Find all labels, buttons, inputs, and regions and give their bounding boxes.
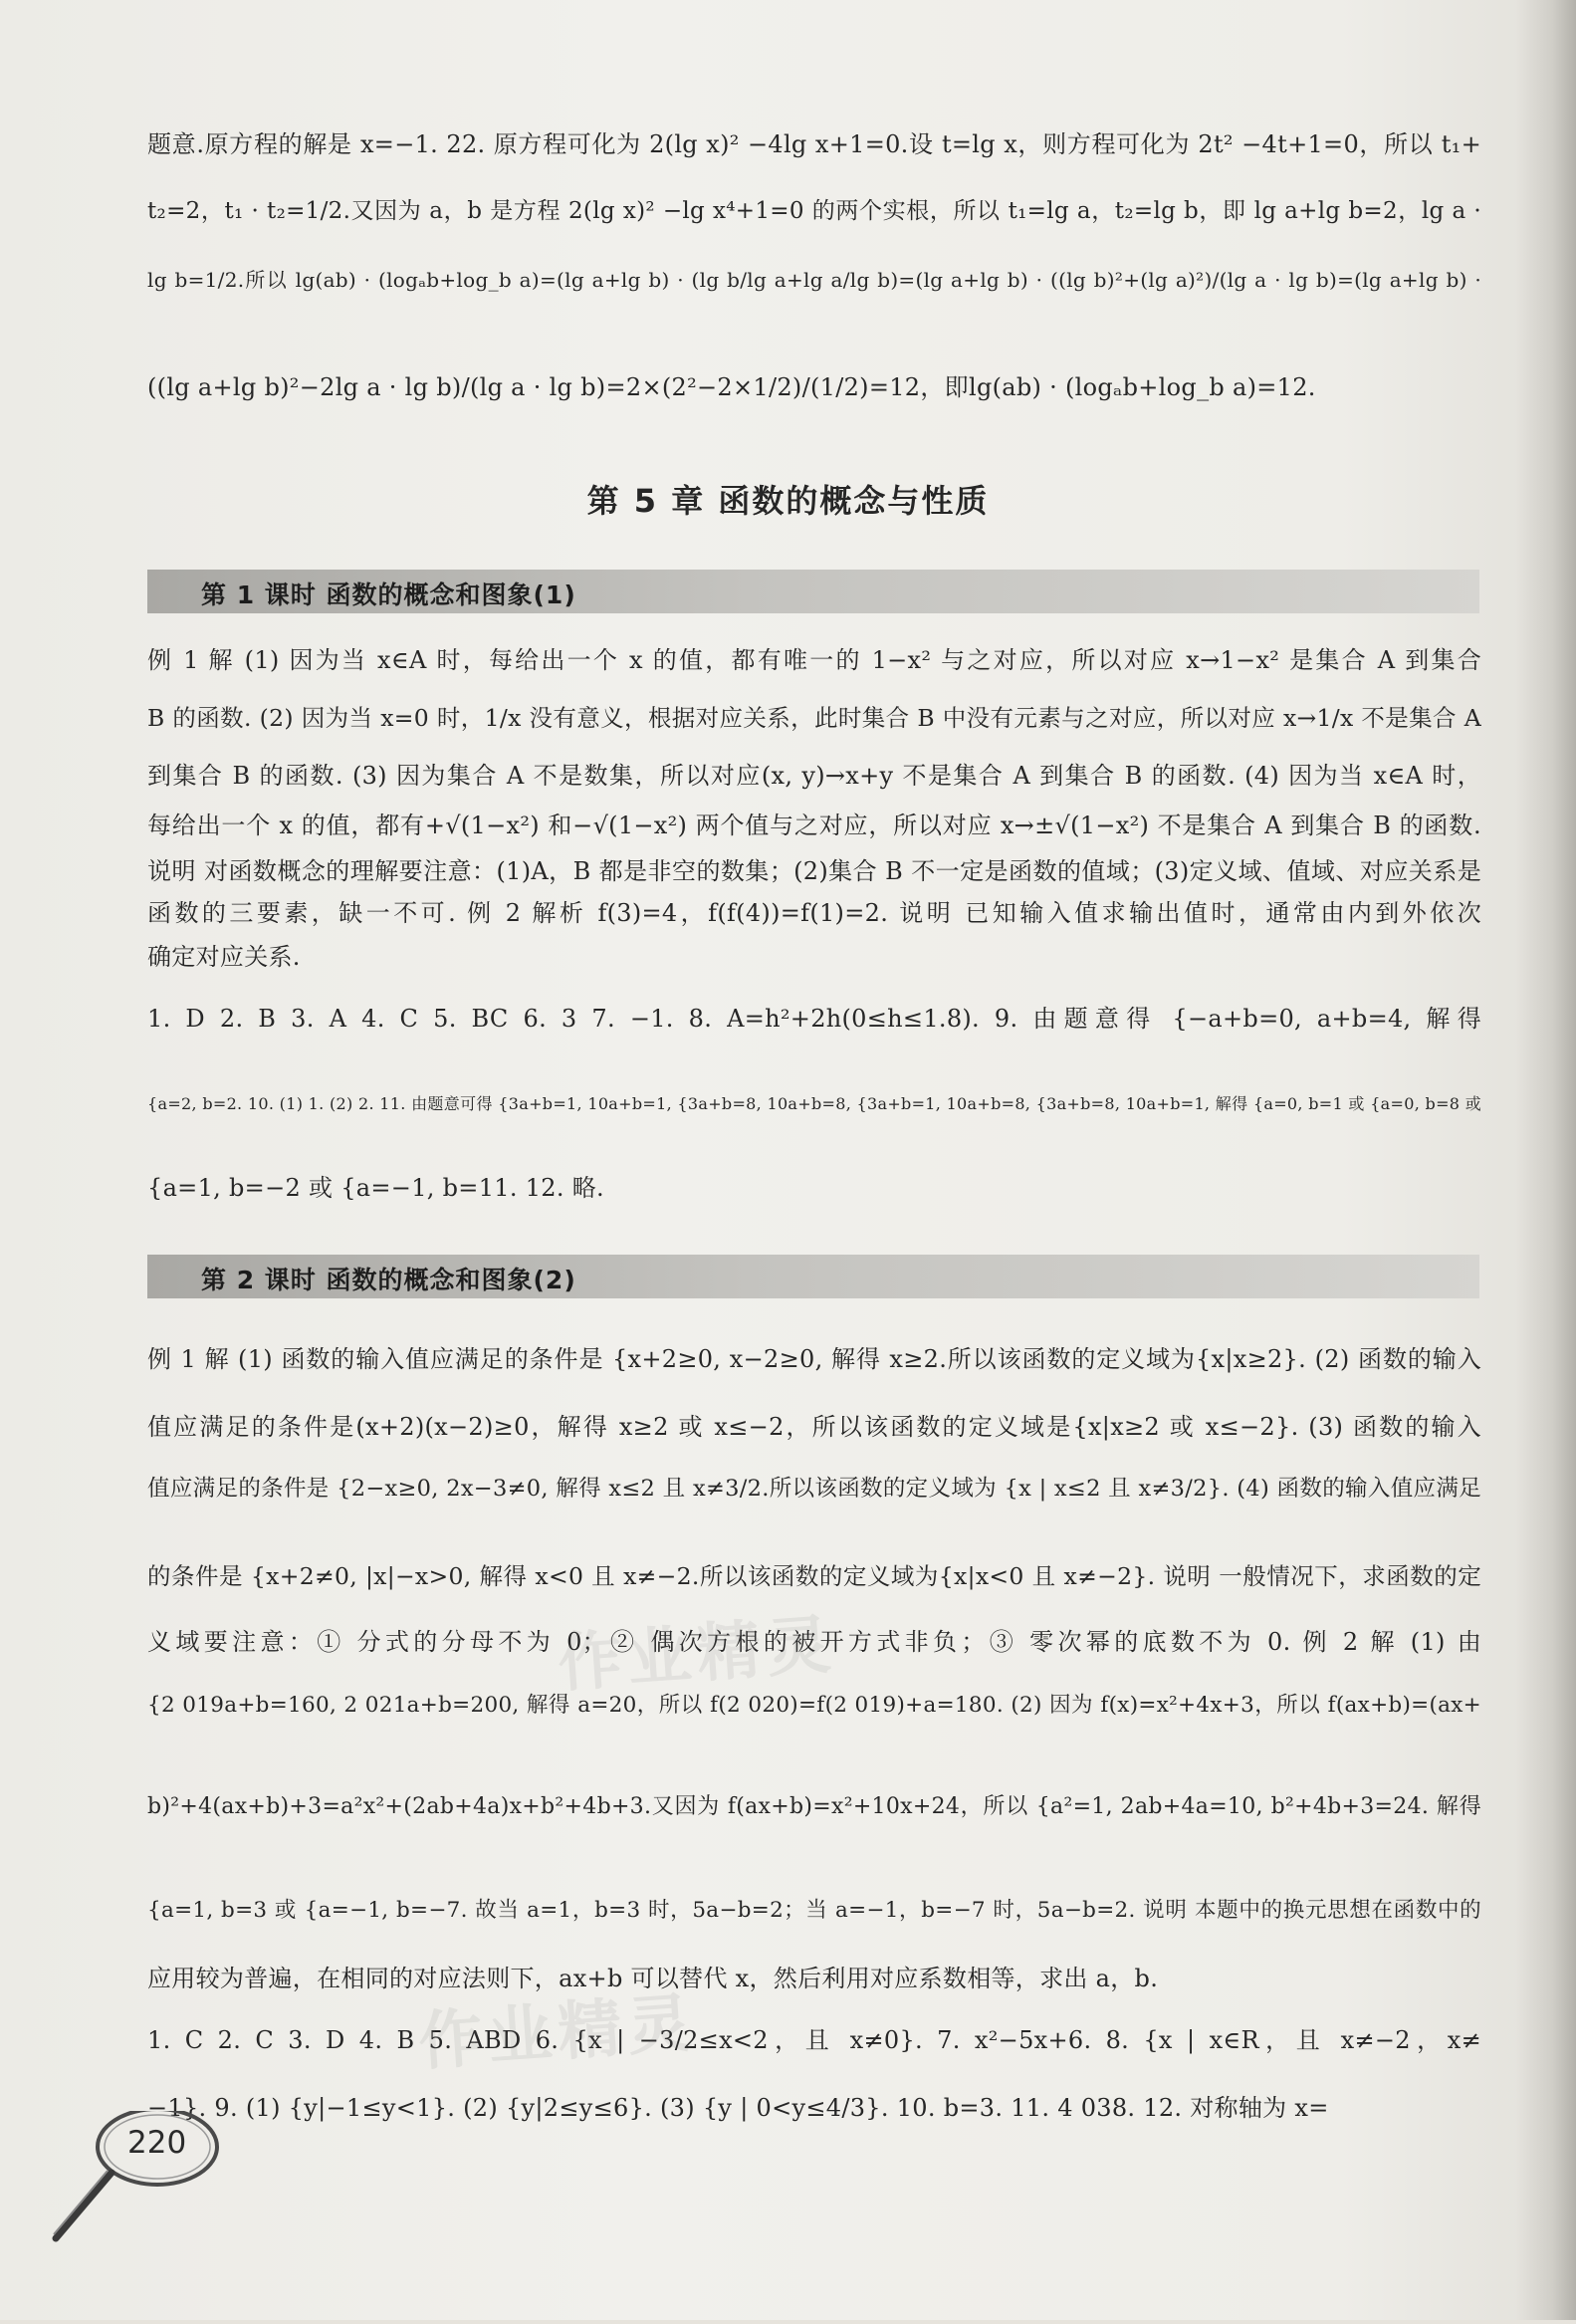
text-line: {2 019a+b=160, 2 021a+b=200, 解得 a=20，所以 f(2 020)=f(2 019)+a=180. (2) 因为 f(x)=x²+4x+3，所以 f(ax+b)=(ax+: [147, 1693, 1481, 1718]
text-line: 例 1 解 (1) 函数的输入值应满足的条件是 {x+2≥0, x−2≥0, 解得 x≥2.所以该函数的定义域为{x|x≥2}. (2) 函数的输入: [147, 1345, 1481, 1373]
page-number: 220: [127, 2125, 187, 2161]
answer-line: {a=2, b=2. 10. (1) 1. (2) 2. 11. 由题意可得 {3a+b=1, 10a+b=1, {3a+b=8, 10a+b=8, {3a+b=1, 10a+b=8, {3a+b=8, 10a+b=1, 解得 {a=0, b=1 或 {a=0, b=8 或: [147, 1094, 1481, 1113]
text-line: 的条件是 {x+2≠0, |x|−x>0, 解得 x<0 且 x≠−2.所以该函数的定义域为{x|x<0 且 x≠−2}. 说明 一般情况下，求函数的定: [147, 1562, 1481, 1590]
text-line: 义域要注意：① 分式的分母不为 0；② 偶次方根的被开方式非负；③ 零次幂的底数不为 0. 例 2 解 (1) 由: [147, 1628, 1481, 1656]
text-line: lg b=1/2.所以 lg(ab) · (logₐb+log_b a)=(lg a+lg b) · (lg b/lg a+lg a/lg b)=(lg a+lg b) · ((lg b)²+(lg a)²)/(lg a · lg b)=(lg a+lg b) ·: [147, 268, 1481, 292]
text-line: 题意.原方程的解是 x=−1. 22. 原方程可化为 2(lg x)² −4lg x+1=0.设 t=lg x，则方程可化为 2t² −4t+1=0，所以 t₁+: [147, 130, 1481, 158]
page-number-badge: [40, 2111, 239, 2320]
text-line: 确定对应关系.: [147, 943, 301, 971]
section-header-bar: [147, 1255, 1479, 1298]
section-header-bar: [147, 570, 1479, 613]
answer-line: {a=1, b=−2 或 {a=−1, b=11. 12. 略.: [147, 1174, 604, 1202]
section-title: 第 1 课时 函数的概念和图象(1): [201, 581, 576, 609]
text-line: {a=1, b=3 或 {a=−1, b=−7. 故当 a=1，b=3 时，5a−b=2；当 a=−1，b=−7 时，5a−b=2. 说明 本题中的换元思想在函数中的: [147, 1898, 1481, 1923]
text-line: 值应满足的条件是 {2−x≥0, 2x−3≠0, 解得 x≤2 且 x≠3/2.所以该函数的定义域为 {x | x≤2 且 x≠3/2}. (4) 函数的输入值应满足: [147, 1476, 1481, 1502]
text-line: 应用较为普遍，在相同的对应法则下，ax+b 可以替代 x，然后利用对应系数相等，求出 a，b.: [147, 1965, 1159, 1992]
answer-line: −1}. 9. (1) {y|−1≤y<1}. (2) {y|2≤y≤6}. (3) {y | 0<y≤4/3}. 10. b=3. 11. 4 038. 12. 对称轴为 x=: [147, 2094, 1329, 2122]
text-line: 到集合 B 的函数. (3) 因为集合 A 不是数集，所以对应(x, y)→x+y 不是集合 A 到集合 B 的函数. (4) 因为当 x∈A 时，: [147, 762, 1481, 790]
text-line: b)²+4(ax+b)+3=a²x²+(2ab+4a)x+b²+4b+3.又因为 f(ax+b)=x²+10x+24，所以 {a²=1, 2ab+4a=10, b²+4b+3=24. 解得: [147, 1794, 1481, 1819]
watermark: 作业精灵: [556, 1608, 839, 1702]
text-line: t₂=2，t₁ · t₂=1/2.又因为 a，b 是方程 2(lg x)² −lg x⁴+1=0 的两个实根，所以 t₁=lg a，t₂=lg b，即 lg a+lg b=2，lg a ·: [147, 198, 1481, 224]
answer-line: 1. D 2. B 3. A 4. C 5. BC 6. 3 7. −1. 8. A=h²+2h(0≤h≤1.8). 9. 由题意得 {−a+b=0, a+b=4, 解得: [147, 1005, 1481, 1033]
text-line: 例 1 解 (1) 因为当 x∈A 时，每给出一个 x 的值，都有唯一的 1−x² 与之对应，所以对应 x→1−x² 是集合 A 到集合: [147, 646, 1481, 674]
answer-line: 1. C 2. C 3. D 4. B 5. ABD 6. {x | −3/2≤x<2，且 x≠0}. 7. x²−5x+6. 8. {x | x∈R，且 x≠−2，x≠: [147, 2026, 1481, 2054]
text-line: 说明 对函数概念的理解要注意：(1)A，B 都是非空的数集；(2)集合 B 不一定是函数的值域；(3)定义域、值域、对应关系是: [147, 857, 1481, 885]
text-line: 值应满足的条件是(x+2)(x−2)≥0，解得 x≥2 或 x≤−2，所以该函数的定义域是{x|x≥2 或 x≤−2}. (3) 函数的输入: [147, 1413, 1481, 1441]
chapter-title: 第 5 章 函数的概念与性质: [586, 482, 990, 520]
text-line: 函数的三要素，缺一不可. 例 2 解析 f(3)=4，f(f(4))=f(1)=2. 说明 已知输入值求输出值时，通常由内到外依次: [147, 899, 1481, 927]
watermark: 作业精灵: [416, 1986, 700, 2080]
page-spine-shadow: [1516, 0, 1576, 2320]
text-line: 每给出一个 x 的值，都有+√(1−x²) 和−√(1−x²) 两个值与之对应，所以对应 x→±√(1−x²) 不是集合 A 到集合 B 的函数.: [147, 812, 1481, 839]
text-line: B 的函数. (2) 因为当 x=0 时，1/x 没有意义，根据对应关系，此时集合 B 中没有元素与之对应，所以对应 x→1/x 不是集合 A: [147, 704, 1481, 732]
section-title: 第 2 课时 函数的概念和图象(2): [201, 1266, 576, 1294]
text-line: ((lg a+lg b)²−2lg a · lg b)/(lg a · lg b)=2×(2²−2×1/2)/(1/2)=12，即lg(ab) · (logₐb+log_b a)=12.: [147, 373, 1316, 401]
